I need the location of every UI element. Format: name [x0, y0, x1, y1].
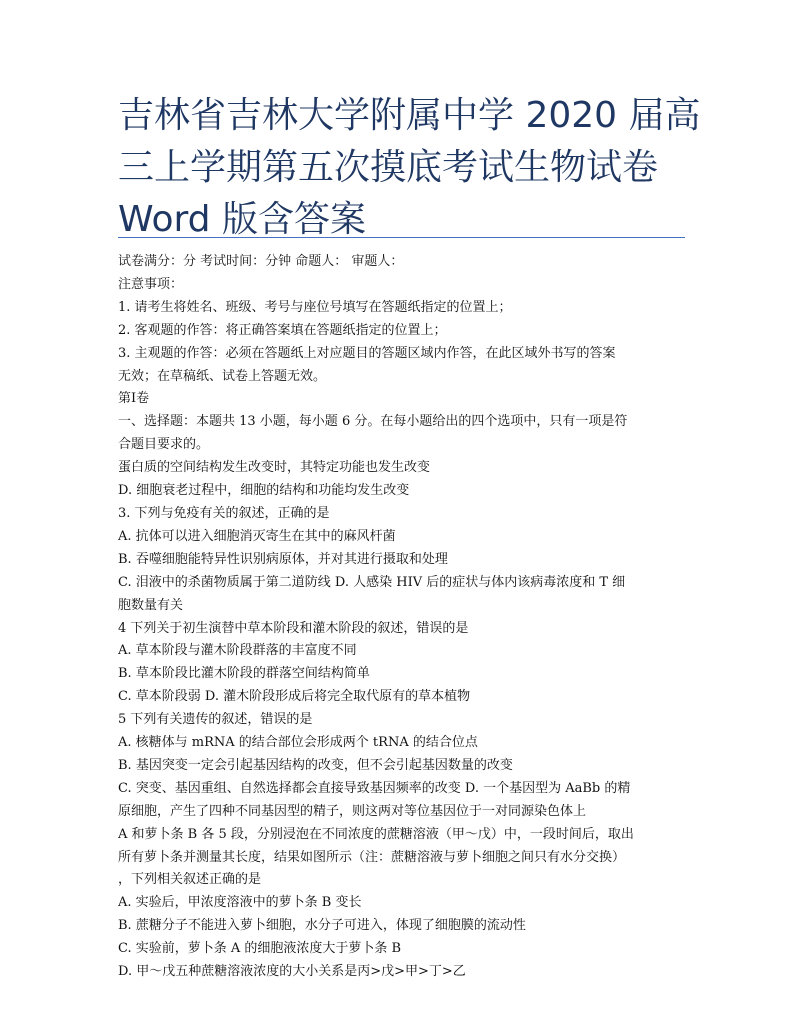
question-text-continued: 所有萝卜条并测量其长度，结果如图所示（注：蔗糖溶液与萝卜细胞之间只有水分交换）	[118, 849, 626, 865]
section-instructions-continued: 合题目要求的。	[118, 437, 210, 453]
answer-option: C. 实验前，萝卜条 A 的细胞液浓度大于萝卜条 B	[118, 941, 402, 957]
question-text: 5 下列有关遗传的叙述，错误的是	[118, 712, 313, 728]
notice-item: 1. 请考生将姓名、班级、考号与座位号填写在答题纸指定的位置上；	[118, 299, 512, 315]
title-line: 三上学期第五次摸底考试生物试卷	[118, 147, 659, 188]
answer-option: B. 蔗糖分子不能进入萝卜细胞，水分子可进入，体现了细胞膜的流动性	[118, 918, 526, 934]
title-divider	[118, 237, 685, 238]
section-instructions: 一、选择题：本题共 13 小题，每小题 6 分。在每小题给出的四个选项中，只有一项是符	[118, 414, 628, 430]
answer-option: C. 突变、基因重组、自然选择都会直接导致基因频率的改变 D. 一个基因型为 AaBb 的精	[118, 780, 631, 796]
answer-option: D. 细胞衰老过程中，细胞的结构和功能均发生改变	[118, 483, 410, 499]
answer-option: B. 草本阶段比灌木阶段的群落空间结构简单	[118, 666, 370, 682]
answer-option: A. 核糖体与 mRNA 的结合部位会形成两个 tRNA 的结合位点	[118, 735, 478, 751]
answer-option: A. 实验后，甲浓度溶液中的萝卜条 B 变长	[118, 895, 362, 911]
answer-option: A. 草本阶段与灌木阶段群落的丰富度不同	[118, 643, 357, 659]
question-text: 4 下列关于初生演替中草本阶段和灌木阶段的叙述，错误的是	[118, 620, 469, 636]
exam-info-line: 试卷满分：分 考试时间：分钟 命题人： 审题人：	[118, 254, 404, 269]
question-text-continued: ，下列相关叙述正确的是	[118, 872, 262, 888]
question-text: 3. 下列与免疫有关的叙述，正确的是	[118, 505, 330, 521]
document-title	[118, 90, 701, 246]
title-line: 吉林省吉林大学附属中学 2020 届高	[118, 95, 701, 136]
notice-item-continued: 无效；在草稿纸、试卷上答题无效。	[118, 368, 327, 384]
answer-option: D. 甲～戊五种蔗糖溶液浓度的大小关系是丙>戊>甲>丁>乙	[118, 964, 466, 980]
answer-option-continued: 原细胞，产生了四种不同基因型的精子，则这两对等位基因位于一对同源染色体上	[118, 803, 587, 819]
notice-item: 2. 客观题的作答：将正确答案填在答题纸指定的位置上；	[118, 322, 447, 338]
notice-heading: 注意事项：	[118, 276, 184, 292]
notice-item: 3. 主观题的作答：必须在答题纸上对应题目的答题区域内作答，在此区域外书写的答案	[118, 345, 616, 361]
answer-option: B. 吞噬细胞能特异性识别病原体，并对其进行摄取和处理	[118, 551, 448, 567]
answer-option: B. 基因突变一定会引起基因结构的改变，但不会引起基因数量的改变	[118, 757, 513, 773]
title-line: Word 版含答案	[118, 199, 366, 240]
section-heading: 第Ⅰ卷	[118, 391, 150, 407]
answer-option: C. 草本阶段弱 D. 灌木阶段形成后将完全取代原有的草本植物	[118, 689, 471, 705]
answer-option: A. 抗体可以进入细胞消灭寄生在其中的麻风杆菌	[118, 528, 396, 544]
document-body	[118, 251, 688, 984]
answer-option: C. 泪液中的杀菌物质属于第二道防线 D. 人感染 HIV 后的症状与体内该病毒浓度和 T 细	[118, 574, 626, 590]
answer-option-continued: 胞数量有关	[118, 597, 184, 613]
question-text: 蛋白质的空间结构发生改变时，其特定功能也发生改变	[118, 460, 431, 476]
question-text: A 和萝卜条 B 各 5 段，分别浸泡在不同浓度的蔗糖溶液（甲～戊）中，一段时间后，取出	[118, 826, 634, 842]
